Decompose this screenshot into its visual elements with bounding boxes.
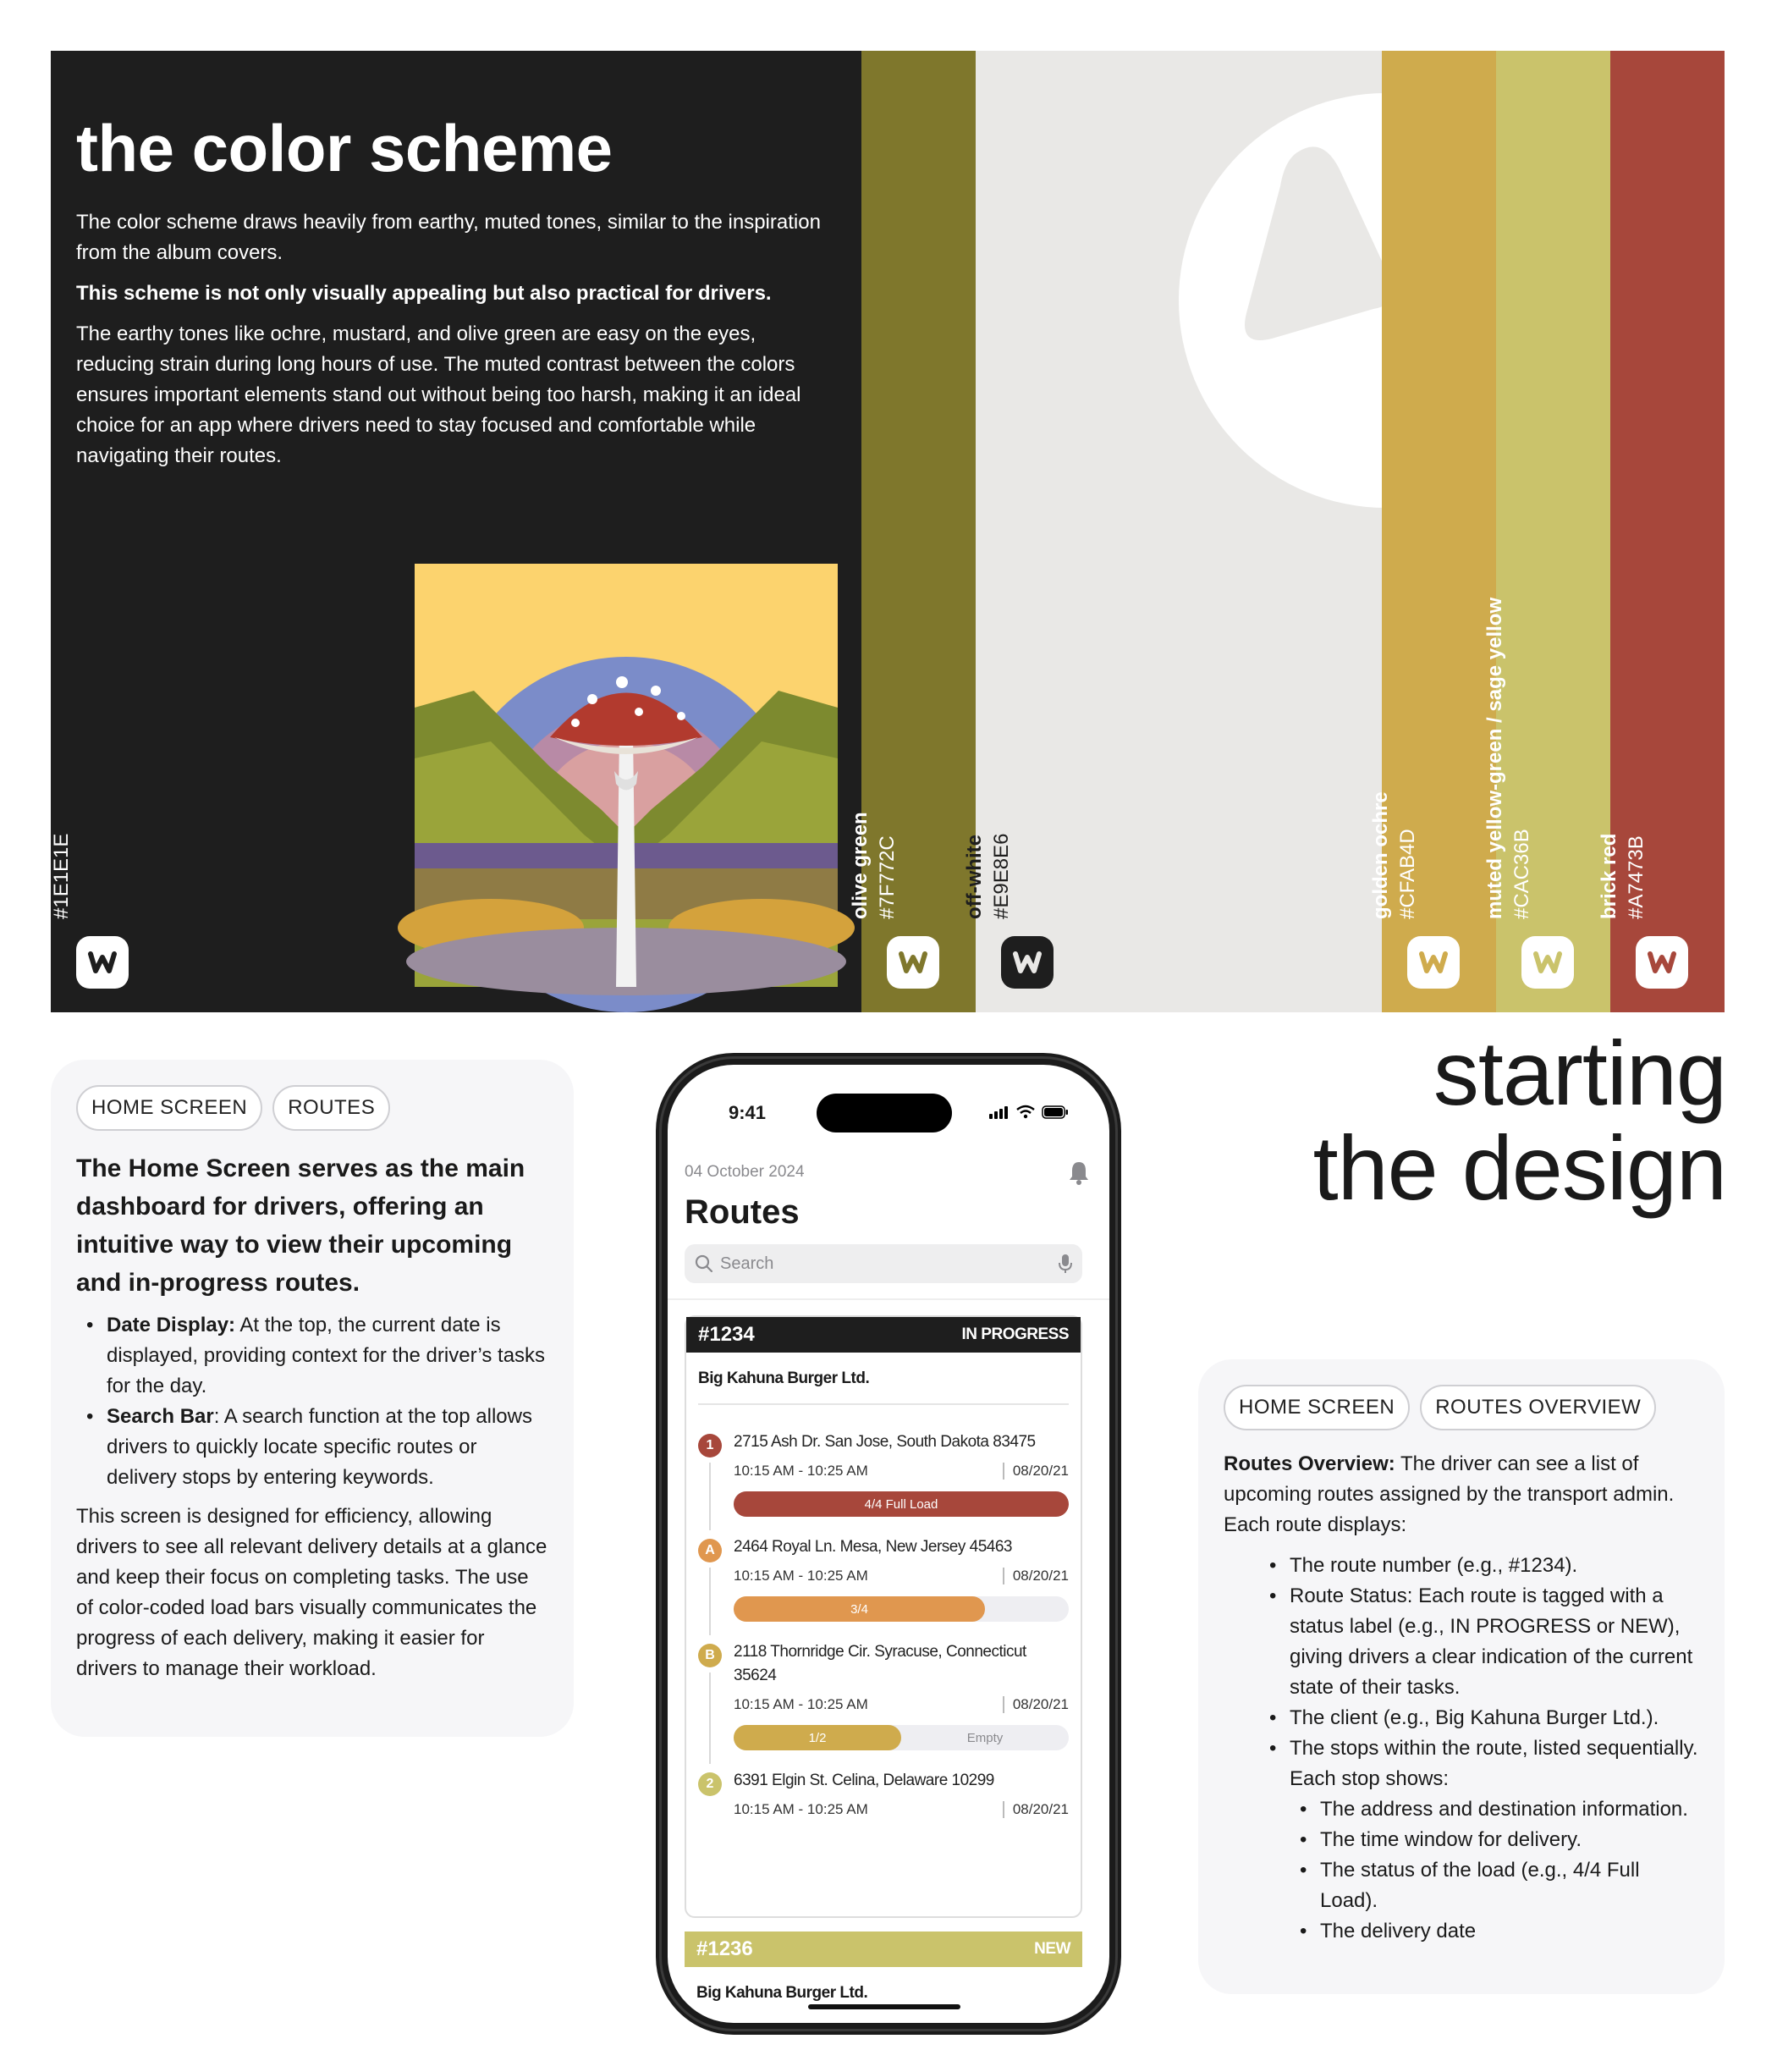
search-input[interactable] bbox=[685, 1244, 1082, 1283]
chip-routes: ROUTES bbox=[272, 1085, 390, 1131]
swatch-off-white bbox=[963, 51, 1382, 1012]
section-heading bbox=[1312, 1022, 1726, 1219]
list-item: • The time window for delivery. bbox=[1290, 1825, 1699, 1855]
term-text: At the top, the current date is displayed, providing context for the driver’s tasks for the day. bbox=[107, 1314, 546, 1397]
card-closing-text: This screen is designed for efficiency, allowing drivers to see all relevant delivery details at a glance and keep their focus on completing tasks. The use of color-coded load bars visually communicates the progress of each delivery, making it easier for drivers to manage their workload. bbox=[76, 1505, 547, 1680]
route-card-1234[interactable] bbox=[685, 1315, 1082, 1918]
stop-time-row bbox=[734, 1568, 1069, 1584]
status-time: 9:41 bbox=[729, 1102, 767, 1123]
feature-list bbox=[76, 1310, 548, 1493]
swatch-hex: #E9E8E6 bbox=[990, 833, 1013, 919]
term: Date Display: bbox=[107, 1314, 236, 1336]
swatch-name: olive green bbox=[849, 812, 872, 919]
swatch-hex: #7F772C bbox=[876, 835, 899, 919]
status-icons bbox=[989, 1105, 1069, 1119]
heading-line-2: the design bbox=[1312, 1116, 1726, 1219]
route-stop[interactable] bbox=[686, 1535, 1081, 1622]
swatch-hex: #A7473B bbox=[1625, 835, 1648, 919]
route-client: Big Kahuna Burger Ltd. bbox=[698, 1353, 1069, 1405]
card-lead-text: The Home Screen serves as the main dashboard for drivers, offering an intuitive way to view their upcoming and in-progress routes. bbox=[76, 1154, 525, 1297]
tag-chips bbox=[76, 1085, 548, 1131]
list-item bbox=[76, 1402, 548, 1493]
load-bar-empty-label: Empty bbox=[966, 1730, 1004, 1745]
stops-list bbox=[686, 1430, 1081, 1818]
list-item bbox=[76, 1310, 548, 1402]
load-bar bbox=[734, 1725, 1069, 1750]
brand-logo-icon bbox=[1001, 936, 1054, 989]
microphone-icon[interactable] bbox=[1059, 1254, 1072, 1274]
chip-home-screen: HOME SCREEN bbox=[76, 1085, 262, 1131]
brand-logo-icon bbox=[887, 936, 939, 989]
chip-routes-overview: ROUTES OVERVIEW bbox=[1420, 1385, 1656, 1430]
swatch-name: golden ochre bbox=[1369, 791, 1392, 919]
dynamic-island bbox=[817, 1094, 952, 1132]
stop-time-window: 10:15 AM - 10:25 AM bbox=[734, 1801, 868, 1817]
swatch-hex: #1E1E1E bbox=[50, 833, 73, 919]
list-item: • The address and destination information. bbox=[1290, 1794, 1699, 1825]
stop-badge: 1 bbox=[698, 1434, 722, 1458]
scheme-paragraph-1: The color scheme draws heavily from earthy, muted tones, similar to the inspiration from the album covers. bbox=[76, 211, 821, 264]
swatch-olive-green bbox=[849, 51, 976, 1012]
stop-time-row bbox=[734, 1696, 1069, 1713]
swatch-charcoal-black bbox=[23, 51, 861, 1012]
route-client: Big Kahuna Burger Ltd. bbox=[696, 1984, 868, 2002]
scheme-description bbox=[76, 207, 821, 482]
stop-date: 08/20/21 bbox=[1003, 1463, 1069, 1480]
search-placeholder: Search bbox=[720, 1254, 774, 1273]
load-bar-fill: 3/4 bbox=[734, 1596, 985, 1622]
album-cover-image bbox=[415, 564, 838, 987]
stop-badge: B bbox=[698, 1644, 722, 1667]
tag-chips bbox=[1224, 1385, 1699, 1430]
brand-logo-icon bbox=[1521, 936, 1574, 989]
routes-overview-card bbox=[1198, 1359, 1725, 1994]
route-header bbox=[686, 1317, 1081, 1353]
scheme-paragraph-3: The earthy tones like ochre, mustard, and olive green are easy on the eyes, reducing strain during long hours of use. The muted contrast between the colors ensures important elements stand out without being too harsh, making it an ideal choice for an app where drivers need to stay focused and comfortable while navigating their routes. bbox=[76, 322, 801, 467]
list-item: • Route Status: Each route is tagged with a status label (e.g., IN PROGRESS or NEW), giving drivers a clear indication of the current state of their tasks. bbox=[1259, 1581, 1699, 1703]
stop-date: 08/20/21 bbox=[1003, 1696, 1069, 1713]
stop-connector bbox=[709, 1672, 711, 1764]
swatch-golden-ochre bbox=[1369, 51, 1496, 1012]
term: Search Bar bbox=[107, 1405, 214, 1428]
stop-connector bbox=[709, 1568, 711, 1635]
brand-logo-icon bbox=[1636, 936, 1688, 989]
decorative-shape bbox=[1221, 135, 1407, 389]
phone-mockup bbox=[656, 1053, 1121, 2035]
stop-time-window: 10:15 AM - 10:25 AM bbox=[734, 1568, 868, 1584]
term-text: : A search function at the top allows drivers to quickly locate specific routes or delivery stops by entering keywords. bbox=[107, 1405, 532, 1489]
date-display: 04 October 2024 bbox=[685, 1163, 805, 1181]
routes-overview-list bbox=[1224, 1551, 1699, 1794]
scheme-title: the color scheme bbox=[76, 111, 613, 185]
term: Routes Overview: bbox=[1224, 1452, 1395, 1475]
stop-time-window: 10:15 AM - 10:25 AM bbox=[734, 1463, 868, 1479]
load-bar bbox=[734, 1491, 1069, 1517]
battery-icon bbox=[1042, 1105, 1069, 1119]
route-status-badge: IN PROGRESS bbox=[961, 1325, 1069, 1343]
routes-overview-intro bbox=[1224, 1449, 1699, 1540]
stop-time-window: 10:15 AM - 10:25 AM bbox=[734, 1696, 868, 1712]
stop-badge: A bbox=[698, 1539, 722, 1562]
divider bbox=[668, 1298, 1109, 1300]
list-item: • The stops within the route, listed sequentially. Each stop shows: bbox=[1259, 1733, 1699, 1794]
swatch-name: brick red bbox=[1598, 833, 1620, 919]
route-card-1236[interactable] bbox=[685, 1931, 1082, 2050]
stop-address: 2715 Ash Dr. San Jose, South Dakota 83475 bbox=[734, 1433, 1036, 1451]
page-title: Routes bbox=[685, 1193, 800, 1231]
route-stop[interactable] bbox=[686, 1640, 1081, 1750]
swatch-brick-red bbox=[1598, 51, 1725, 1012]
swatch-name: charcoal black bbox=[23, 778, 46, 919]
stop-address: 6391 Elgin St. Celina, Delaware 10299 bbox=[734, 1772, 994, 1789]
swatch-name: off-white bbox=[963, 835, 986, 919]
search-icon bbox=[695, 1254, 713, 1273]
wifi-icon bbox=[1016, 1105, 1035, 1119]
stop-details-list bbox=[1224, 1794, 1699, 1947]
brand-logo-icon bbox=[1407, 936, 1460, 989]
signal-icon bbox=[989, 1105, 1010, 1119]
stop-time-row bbox=[734, 1463, 1069, 1480]
route-status-badge: NEW bbox=[1034, 1940, 1070, 1958]
load-bar-fill: 4/4 Full Load bbox=[734, 1491, 1069, 1517]
list-item: • The delivery date bbox=[1290, 1916, 1699, 1947]
stop-date: 08/20/21 bbox=[1003, 1801, 1069, 1818]
home-indicator bbox=[808, 2004, 960, 2009]
stop-address: 2118 Thornridge Cir. Syracuse, Connecticut 35624 bbox=[734, 1643, 1026, 1684]
load-bar bbox=[734, 1596, 1069, 1622]
brand-logo-icon bbox=[76, 936, 129, 989]
route-number: #1234 bbox=[698, 1323, 755, 1346]
load-bar-fill: 1/2 bbox=[734, 1725, 901, 1750]
list-item: • The client (e.g., Big Kahuna Burger Ltd.). bbox=[1259, 1703, 1699, 1733]
stop-connector bbox=[709, 1463, 711, 1530]
scheme-paragraph-2: This scheme is not only visually appealing but also practical for drivers. bbox=[76, 282, 772, 305]
swatch-name: muted yellow-green / sage yellow bbox=[1483, 597, 1506, 919]
stop-time-row bbox=[734, 1801, 1069, 1818]
list-item: • The route number (e.g., #1234). bbox=[1259, 1551, 1699, 1581]
stop-address: 2464 Royal Ln. Mesa, New Jersey 45463 bbox=[734, 1538, 1012, 1556]
swatch-sage-yellow bbox=[1483, 51, 1610, 1012]
color-scheme-panel bbox=[23, 51, 1725, 1012]
list-item: • The status of the load (e.g., 4/4 Full Load). bbox=[1290, 1855, 1699, 1916]
swatch-hex: #CAC36B bbox=[1510, 829, 1533, 919]
home-screen-description-card bbox=[51, 1060, 574, 1737]
chip-home-screen: HOME SCREEN bbox=[1224, 1385, 1410, 1430]
route-header bbox=[685, 1931, 1082, 1967]
bell-icon[interactable] bbox=[1067, 1160, 1091, 1185]
route-stop[interactable] bbox=[686, 1430, 1081, 1517]
heading-line-1: starting bbox=[1433, 1022, 1726, 1124]
route-number: #1236 bbox=[696, 1937, 753, 1960]
stop-date: 08/20/21 bbox=[1003, 1568, 1069, 1584]
phone-screen bbox=[668, 1065, 1109, 2023]
route-stop[interactable] bbox=[686, 1769, 1081, 1818]
swatch-hex: #CFAB4D bbox=[1396, 829, 1419, 919]
term-text: The driver can see a list of upcoming routes assigned by the transport admin. Each route displays: bbox=[1224, 1452, 1675, 1536]
stop-badge: 2 bbox=[698, 1772, 722, 1796]
